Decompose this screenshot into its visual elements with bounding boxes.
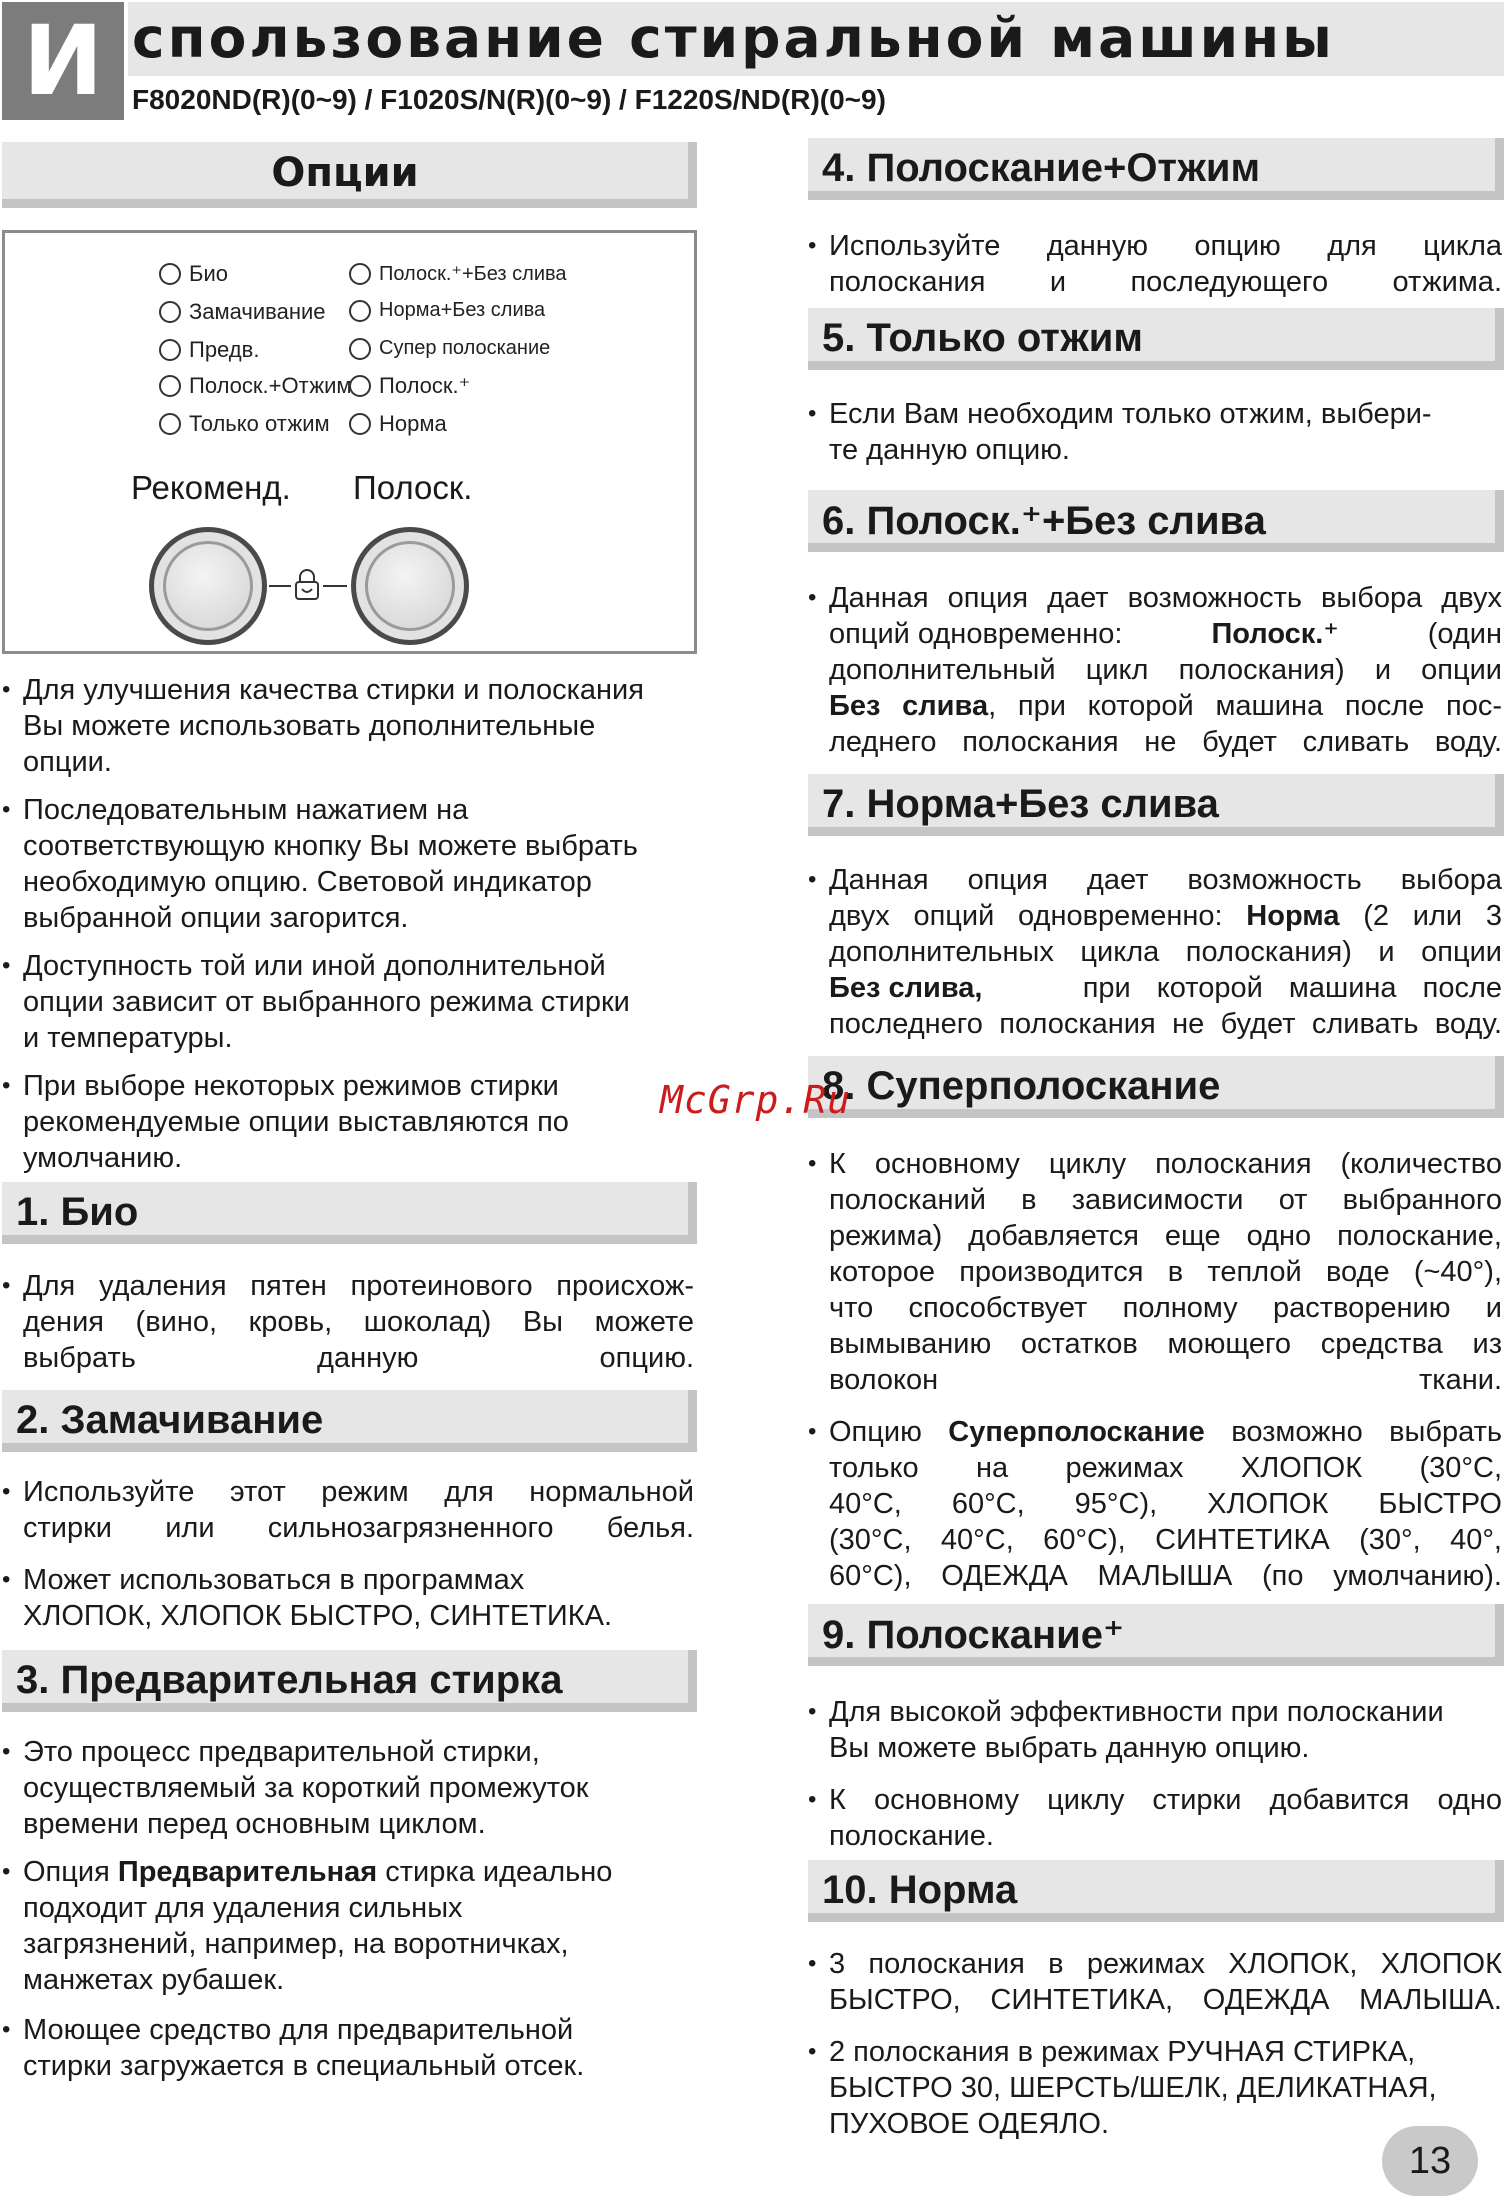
section-3-bullet-3: • Моющее средство для предварительной стирки загружается в специальный отсек.	[2, 2012, 694, 2084]
section-8-title: 8. Суперполоскание	[822, 1064, 1221, 1108]
indicator-light-icon	[159, 413, 181, 435]
intro-bullet-4: • При выборе некоторых режимов стирки рекомендуемые опции выставляются по умолчанию.	[2, 1068, 694, 1176]
rinse-button-label: Полоск.	[353, 469, 473, 506]
page-number: 13	[1408, 2140, 1452, 2182]
indicator-light-icon	[159, 301, 181, 323]
page-number-badge	[1382, 2126, 1478, 2196]
section-1-header	[2, 1182, 697, 1244]
section-2-bullet-1: • Используйте этот режим для нормальной стирки или сильнозагрязненного белья.	[2, 1474, 694, 1546]
indicator-light-icon	[349, 300, 371, 322]
section-5-bullet: • Если Вам необходим только отжим, выбери- те данную опцию.	[808, 396, 1502, 468]
section-8-bullet-2: • Опцию Суперполоскание возможно выбрать только на режимах ХЛОПОК (30°C, 40°C, 60°C, 95°C), ХЛОПОК БЫСТРО (30°C, 40°C, 60°C), СИНТЕТИКА (30°, 40°, 60°C), ОДЕЖДА МАЛЫША (по умолчанию).	[808, 1414, 1502, 1594]
section-10-bullet-1: • 3 полоскания в режимах ХЛОПОК, ХЛОПОК БЫСТРО, СИНТЕТИКА, ОДЕЖДА МАЛЫША.	[808, 1946, 1502, 2018]
options-heading	[2, 142, 697, 208]
section-3-bullet-1: • Это процесс предварительной стирки, осуществляемый за короткий промежуток времени перед основным циклом.	[2, 1734, 694, 1842]
option-spin-only: Только отжим	[159, 411, 330, 437]
indicator-light-icon	[159, 263, 181, 285]
lock-connector-left	[269, 585, 291, 587]
lock-connector-right	[323, 585, 347, 587]
section-4-title: 4. Полоскание+Отжим	[822, 146, 1261, 190]
section-2-header	[2, 1390, 697, 1452]
indicator-light-icon	[349, 413, 371, 435]
recommended-button	[149, 527, 267, 645]
rinse-button	[351, 527, 469, 645]
section-9-bullet-2: • К основному циклу стирки добавится одно полоскание.	[808, 1782, 1502, 1854]
section-9-header	[808, 1604, 1504, 1666]
section-3-header	[2, 1650, 697, 1712]
section-5-title: 5. Только отжим	[822, 316, 1143, 360]
section-7-bullet: • Данная опция дает возможность выбора двух опций одновременно: Норма (2 или 3 дополнительных цикла полоскания) и опции Без слива, при которой машина после последнего полоскания не будет сливать воду.	[808, 862, 1502, 1042]
recommended-button-label: Рекоменд.	[131, 469, 291, 506]
section-7-header	[808, 774, 1504, 836]
indicator-light-icon	[349, 375, 371, 397]
model-list: F8020ND(R)(0~9) / F1020S/N(R)(0~9) / F1220S/ND(R)(0~9)	[132, 84, 886, 115]
watermark: McGrp.Ru	[660, 1078, 852, 1122]
intro-bullet-3: • Доступность той или иной дополнительной опции зависит от выбранного режима стирки и температуры.	[2, 948, 694, 1056]
section-6-bullet: • Данная опция дает возможность выбора двух опций одновременно: Полоск.⁺ (один дополнительный цикл полоскания) и опции Без слива, при которой машина после пос- леднего полоскания не будет сливать воду.	[808, 580, 1502, 760]
page-title: спользование стиральной машины	[132, 6, 1335, 70]
indicator-light-icon	[159, 375, 181, 397]
indicator-light-icon	[159, 339, 181, 361]
section-8-bullet-1: • К основному циклу полоскания (количество полосканий в зависимости от выбранного режима) добавляется еще одно полоскание, которое производится в теплой воде (~40°), что способствует полному растворению и вымыванию остатков моющего средства из волокон ткани.	[808, 1146, 1502, 1398]
indicator-light-icon	[349, 263, 371, 285]
section-9-bullet-1: • Для высокой эффективности при полоскании Вы можете выбрать данную опцию.	[808, 1694, 1502, 1766]
option-rinse-plus: Полоск.⁺	[349, 373, 470, 399]
section-5-header	[808, 308, 1504, 370]
header-initial-letter: И	[22, 5, 104, 117]
section-2-bullet-2: • Может использоваться в программах ХЛОПОК, ХЛОПОК БЫСТРО, СИНТЕТИКА.	[2, 1562, 694, 1634]
section-2-title: 2. Замачивание	[16, 1398, 324, 1442]
option-super-rinse: Супер полоскание	[349, 337, 550, 360]
section-3-bullet-2: • Опция Предварительная стирка идеально подходит для удаления сильных загрязнений, например, на воротничках, манжетах рубашек.	[2, 1854, 694, 1998]
section-1-title: 1. Био	[16, 1190, 139, 1234]
child-lock-icon	[291, 567, 323, 603]
section-1-bullet: • Для удаления пятен протеинового происхож- дения (вино, кровь, шоколад) Вы можете выбрать данную опцию.	[2, 1268, 694, 1376]
section-3-title: 3. Предварительная стирка	[16, 1658, 563, 1702]
section-6-title: 6. Полоск.⁺+Без слива	[822, 499, 1266, 543]
section-10-title: 10. Норма	[822, 1868, 1018, 1912]
option-bio: Био	[159, 261, 228, 287]
section-8-header	[808, 1056, 1504, 1118]
options-heading-text: Опции	[271, 150, 419, 196]
indicator-light-icon	[349, 338, 371, 360]
section-9-title: 9. Полоскание⁺	[822, 1613, 1125, 1657]
section-6-header	[808, 490, 1504, 552]
option-prewash: Предв.	[159, 337, 259, 363]
section-7-title: 7. Норма+Без слива	[822, 782, 1219, 826]
intro-bullet-1: • Для улучшения качества стирки и полоскания Вы можете использовать дополнительные опции.	[2, 672, 694, 780]
section-10-bullet-2: • 2 полоскания в режимах РУЧНАЯ СТИРКА, БЫСТРО 30, ШЕРСТЬ/ШЕЛК, ДЕЛИКАТНАЯ, ПУХОВОЕ ОДЕЯЛО.	[808, 2034, 1502, 2142]
section-10-header	[808, 1860, 1504, 1922]
control-panel-illustration	[2, 230, 697, 654]
section-4-bullet: • Используйте данную опцию для цикла полоскания и последующего отжима.	[808, 228, 1502, 300]
intro-bullet-2: • Последовательным нажатием на соответствующую кнопку Вы можете выбрать необходимую опцию. Световой индикатор выбранной опции загорится.	[2, 792, 694, 936]
option-soak: Замачивание	[159, 299, 326, 325]
section-4-header	[808, 138, 1504, 200]
option-rinse-spin: Полоск.+Отжим	[159, 373, 352, 399]
option-rinse-plus-no-drain: Полоск.⁺+Без слива	[349, 261, 567, 286]
option-normal: Норма	[349, 411, 447, 437]
option-normal-no-drain: Норма+Без слива	[349, 299, 545, 322]
